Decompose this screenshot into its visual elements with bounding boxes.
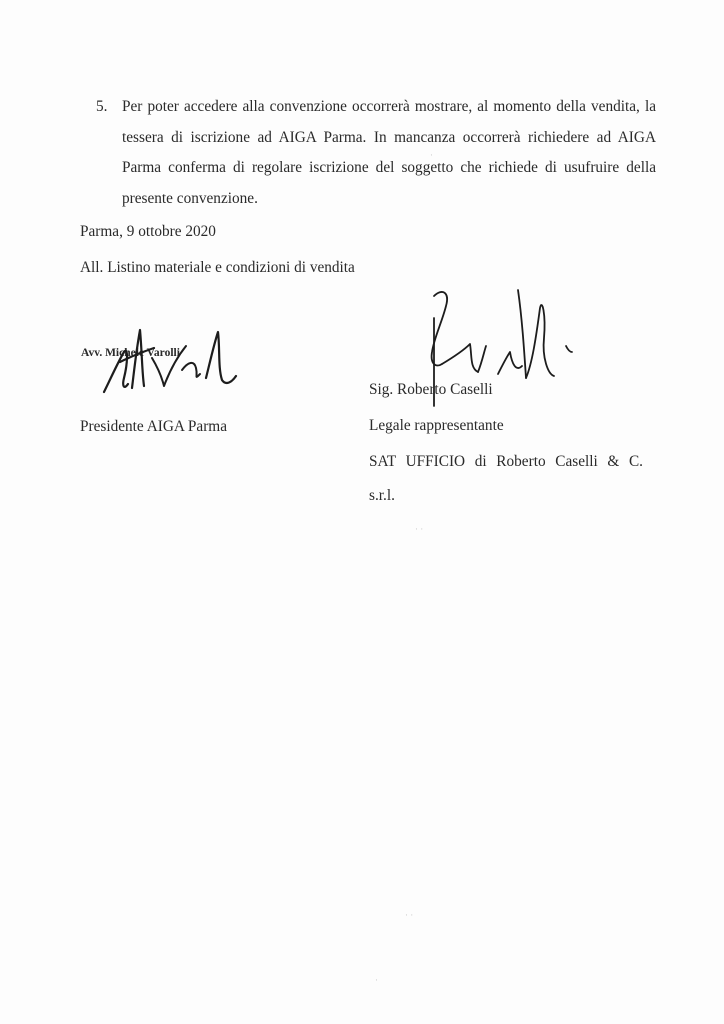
- place-date: Parma, 9 ottobre 2020: [80, 223, 216, 240]
- attachment-note: All. Listino materiale e condizioni di vendita: [80, 259, 355, 276]
- left-handwritten-signature: [98, 322, 248, 402]
- right-signatory-role: Legale rappresentante: [369, 417, 504, 434]
- clause-text: Per poter accedere alla convenzione occorrerà mostrare, al momento della vendita, la tessera di iscrizione ad AIGA Parma. In mancanza occorrerà richiedere ad AIGA Parma conferma di regolare iscrizione del soggetto che richiede di usufruire della presente convenzione.: [122, 98, 656, 207]
- clause-5: [96, 92, 656, 214]
- scan-speck: ·: [375, 975, 378, 985]
- scan-speck: ·: [430, 150, 433, 160]
- right-company-line2: s.r.l.: [369, 487, 395, 504]
- left-signatory-role: Presidente AIGA Parma: [80, 418, 227, 435]
- right-signatory-name: Sig. Roberto Caselli: [369, 381, 493, 398]
- right-company-line1: SAT UFFICIO di Roberto Caselli & C.: [369, 453, 643, 470]
- left-signatory-name: Avv. Michele Varolli: [81, 347, 180, 359]
- scan-speck: · ·: [405, 910, 414, 920]
- clause-number: 5.: [96, 98, 108, 115]
- scan-speck: · ·: [415, 524, 424, 534]
